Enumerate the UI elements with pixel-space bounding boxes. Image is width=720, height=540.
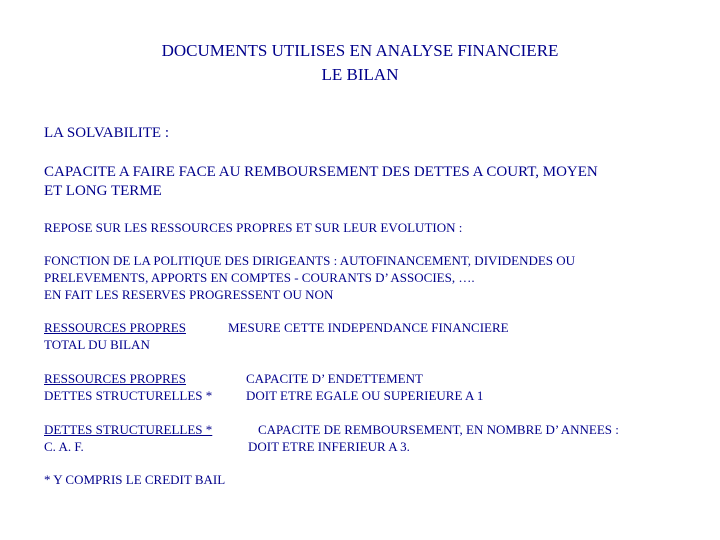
ratio3-meaning-2: DOIT ETRE INFERIEUR A 3. (248, 439, 410, 454)
slide-subtitle: LE BILAN (321, 65, 399, 84)
ratio2-numerator: RESSOURCES PROPRES (44, 371, 186, 386)
footnote: * Y COMPRIS LE CREDIT BAIL (44, 472, 226, 487)
fonction-line-2: PRELEVEMENTS, APPORTS EN COMPTES - COURANTS D’ ASSOCIES, …. (44, 270, 475, 285)
slide-title: DOCUMENTS UTILISES EN ANALYSE FINANCIERE (161, 41, 559, 60)
fonction-line-3: EN FAIT LES RESERVES PROGRESSENT OU NON (44, 287, 334, 302)
fonction-line-1: FONCTION DE LA POLITIQUE DES DIRIGEANTS : AUTOFINANCEMENT, DIVIDENDES OU (44, 253, 576, 268)
solvabilite-heading: LA SOLVABILITE : (44, 125, 170, 141)
ratio3-numerator: DETTES STRUCTURELLES * (44, 422, 213, 437)
capacite-line-1: CAPACITE A FAIRE FACE AU REMBOURSEMENT DES DETTES A COURT, MOYEN (44, 164, 598, 180)
ratio1-numerator: RESSOURCES PROPRES (44, 320, 186, 335)
ratio2-meaning-2: DOIT ETRE EGALE OU SUPERIEURE A 1 (246, 388, 484, 403)
ratio3-meaning-1: CAPACITE DE REMBOURSEMENT, EN NOMBRE D’ ANNEES : (258, 422, 619, 437)
ratio2-meaning-1: CAPACITE D’ ENDETTEMENT (246, 371, 423, 386)
ratio2-denominator: DETTES STRUCTURELLES * (44, 388, 213, 403)
ratio1-meaning: MESURE CETTE INDEPENDANCE FINANCIERE (228, 320, 509, 335)
ratio1-denominator: TOTAL DU BILAN (44, 337, 150, 352)
repose-line: REPOSE SUR LES RESSOURCES PROPRES ET SUR LEUR EVOLUTION : (44, 220, 463, 235)
capacite-line-2: ET LONG TERME (44, 183, 162, 199)
ratio3-denominator: C. A. F. (44, 439, 84, 454)
